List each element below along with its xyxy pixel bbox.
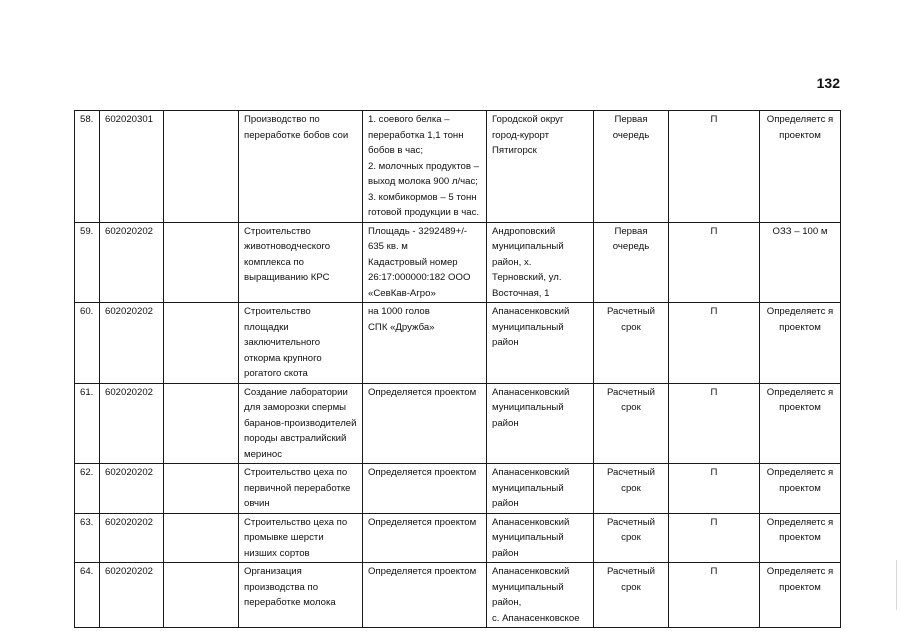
row-number: 58.	[75, 111, 100, 223]
row-location: Апанасенковский муниципальный район	[487, 303, 594, 384]
row-number: 62.	[75, 464, 100, 514]
row-number: 64.	[75, 563, 100, 628]
row-extra	[164, 111, 239, 223]
row-term: Первая очередь	[594, 111, 669, 223]
row-extra	[164, 513, 239, 563]
row-location: Апанасенковский муниципальный район, с. Апанасенковское	[487, 563, 594, 628]
row-object-name: Производство по переработке бобов сои	[239, 111, 363, 223]
row-extra	[164, 383, 239, 464]
row-code: 602020202	[100, 464, 164, 514]
row-description: Площадь - 3292489+/- 635 кв. м Кадастровый номер 26:17:000000:182 ООО «СевКав-Агро»	[363, 222, 487, 303]
row-term: Расчетный срок	[594, 513, 669, 563]
row-status: П	[669, 303, 760, 384]
table-row	[75, 222, 841, 303]
row-location: Городской округ город-курорт Пятигорск	[487, 111, 594, 223]
row-number: 63.	[75, 513, 100, 563]
row-number: 60.	[75, 303, 100, 384]
page-number: 132	[816, 75, 840, 91]
table-row	[75, 111, 841, 223]
row-term: Расчетный срок	[594, 563, 669, 628]
row-object-name: Создание лаборатории для заморозки спермы баранов-производителей породы австралийский меринос	[239, 383, 363, 464]
row-code: 602020202	[100, 513, 164, 563]
row-description: Определяется проектом	[363, 563, 487, 628]
row-object-name: Организация производства по переработке молока	[239, 563, 363, 628]
row-term: Расчетный срок	[594, 383, 669, 464]
row-extra	[164, 464, 239, 514]
row-zone: Определяетс я проектом	[760, 111, 841, 223]
row-zone: ОЗЗ – 100 м	[760, 222, 841, 303]
row-term: Первая очередь	[594, 222, 669, 303]
row-code: 602020202	[100, 563, 164, 628]
row-object-name: Строительство площадки заключительного откорма крупного рогатого скота	[239, 303, 363, 384]
row-description: Определяется проектом	[363, 383, 487, 464]
row-code: 602020202	[100, 383, 164, 464]
row-status: П	[669, 222, 760, 303]
row-number: 61.	[75, 383, 100, 464]
row-location: Апанасенковский муниципальный район	[487, 464, 594, 514]
row-object-name: Строительство цеха по промывке шерсти низших сортов	[239, 513, 363, 563]
objects-table	[74, 110, 841, 628]
row-description: Определяется проектом	[363, 464, 487, 514]
table-row	[75, 513, 841, 563]
scan-edge-mark	[896, 560, 897, 610]
table-row	[75, 563, 841, 628]
table-row	[75, 303, 841, 384]
row-zone: Определяетс я проектом	[760, 464, 841, 514]
row-status: П	[669, 111, 760, 223]
row-description: Определяется проектом	[363, 513, 487, 563]
row-code: 602020202	[100, 222, 164, 303]
row-status: П	[669, 563, 760, 628]
row-extra	[164, 303, 239, 384]
row-extra	[164, 222, 239, 303]
row-zone: Определяетс я проектом	[760, 563, 841, 628]
row-extra	[164, 563, 239, 628]
row-number: 59.	[75, 222, 100, 303]
table-row	[75, 383, 841, 464]
row-location: Апанасенковский муниципальный район	[487, 513, 594, 563]
row-status: П	[669, 513, 760, 563]
row-status: П	[669, 464, 760, 514]
row-location: Андроповский муниципальный район, х. Терновский, ул. Восточная, 1	[487, 222, 594, 303]
row-location: Апанасенковский муниципальный район	[487, 383, 594, 464]
row-status: П	[669, 383, 760, 464]
row-zone: Определяетс я проектом	[760, 383, 841, 464]
row-description: на 1000 голов СПК «Дружба»	[363, 303, 487, 384]
row-term: Расчетный срок	[594, 303, 669, 384]
row-code: 602020301	[100, 111, 164, 223]
row-zone: Определяетс я проектом	[760, 303, 841, 384]
row-description: 1. соевого белка – переработка 1,1 тонн бобов в час; 2. молочных продуктов – выход молока 900 л/час; 3. комбикормов – 5 тонн готовой продукции в час.	[363, 111, 487, 223]
row-object-name: Строительство цеха по первичной переработке овчин	[239, 464, 363, 514]
row-term: Расчетный срок	[594, 464, 669, 514]
row-object-name: Строительство животноводческого комплекса по выращиванию КРС	[239, 222, 363, 303]
row-zone: Определяетс я проектом	[760, 513, 841, 563]
row-code: 602020202	[100, 303, 164, 384]
table-row	[75, 464, 841, 514]
